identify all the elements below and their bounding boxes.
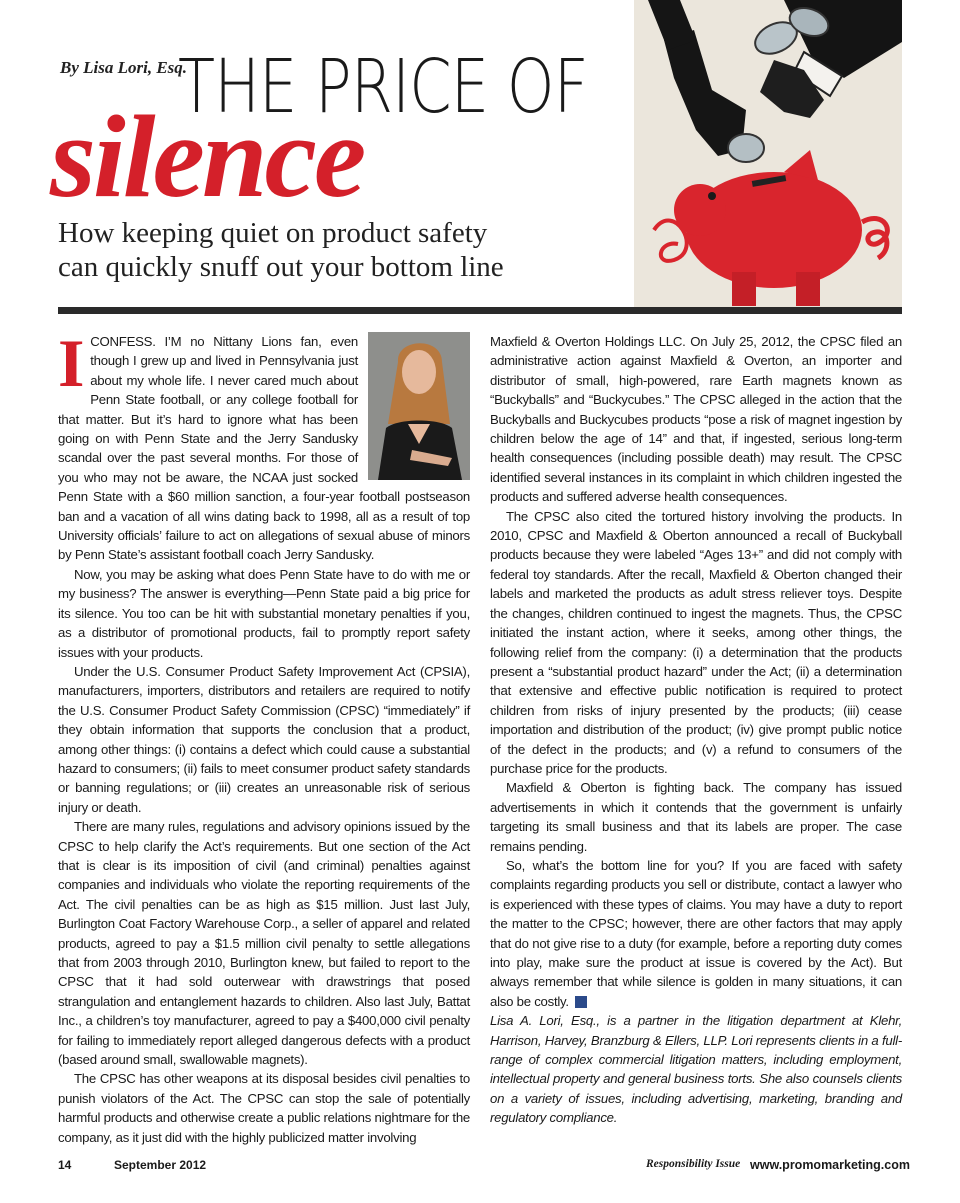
- footer-date: September 2012: [114, 1158, 207, 1172]
- paragraph-9: [490, 856, 902, 1011]
- paragraph-1: CONFESS. I’M no Nittany Lions fan, even though I grew up and lived in Pennsylvania just about my whole life. I never cared much about Penn State football, or any college football for that matter. But it’s hard to ignore what has been going on with Penn State and the Jerry Sandusky scandal over the past several months. For those of you who may not be aware, the NCAA just socked Penn State with a $60 million sanction, a four-year football postseason ban and a vacation of all wins dating back to 1998, all as a result of top University officials’ failure to act on allegations of sexual abuse of minors by Penn State’s assistant football coach Jerry Sandusky.: [58, 334, 470, 563]
- hero-illustration: [634, 0, 902, 307]
- paragraph-2: Now, you may be asking what does Penn State have to do with me or my business? The answer is everything—Penn State paid a big price for its silence. You too can be hit with substantial monetary penalties if you, as a distributor of promotional products, fail to promptly report safety issues with your products.: [58, 566, 470, 660]
- title-silence: silence: [50, 91, 364, 222]
- header-rule: [58, 307, 902, 314]
- subtitle: [58, 216, 618, 284]
- paragraph-9-text: So, what’s the bottom line for you? If you are faced with safety complaints regarding products you sell or distribute, contact a lawyer who is experienced with these types of claims. You may have a duty to report the matter to the CPSC; however, there are other factors that may apply that do not give rise to a duty (for example, before a reporting duty comes into play, make sure the product at issue is covered by the Act). But always remember that while silence is golden in many situations, it can also be costly.: [490, 857, 902, 1009]
- dropcap: I: [58, 325, 85, 401]
- article-column-right: [490, 332, 902, 1128]
- subtitle-line-2: can quickly snuff out your bottom line: [58, 251, 504, 283]
- footer-url[interactable]: www.promomarketing.com: [750, 1158, 910, 1172]
- paragraph-5: The CPSC has other weapons at its disposal besides civil penalties to punish violators of the Act. The CPSC can stop the sale of potentially harmful products and otherwise create a public relations nightmare for the company, as it just did with the highly publicized matter involving: [58, 1071, 470, 1145]
- paragraph-4: There are many rules, regulations and advisory opinions issued by the CPSC to help clarify the Act’s requirements. But one section of the Act that is clear is its imposition of civil (and criminal) penalties against companies and individuals who violate the reporting requirements of the Act. The civil penalties can be as high as $15 million. Just last July, Burlington Coat Factory Warehouse Corp., a seller of apparel and related products, agreed to pay a $1.5 million civil penalty to settle allegations that from 2003 through 2010, Burlington knew, but failed to report to the CPSC that it had sold outerwear with drawstrings that posed strangulation and entanglement hazards to children. Also last July, Battat Inc., a children’s toy manufacturer, agreed to pay a $400,000 civil penalty for failing to immediately report alleged dangerous defects with a product (based around small, swallowable magnets).: [58, 819, 470, 1068]
- paragraph-8: Maxfield & Oberton is fighting back. The company has issued advertisements in which it contends that the government is unfairly targeting its small business and that its labels are proper. The case remains pending.: [490, 780, 902, 854]
- pm-end-icon: pm: [575, 996, 587, 1008]
- author-portrait: [368, 332, 470, 480]
- footer-issue: Responsibility Issue: [646, 1158, 741, 1170]
- paragraph-7: The CPSC also cited the tortured history involving the products. In 2010, CPSC and Maxfield & Oberton announced a recall of Buckyball products because they were labeled “Ages 13+” and did not comply with federal toy standards. After the recall, Maxfield & Oberton changed their labels and marketed the products as adult stress reliever toys. Despite the changes, children continued to ingest the magnets. Thus, the CPSC initiated the instant action, where it seeks, among other things, the following relief from the company: (i) a determination that the products present a “substantial product hazard” under the Act; (ii) a determination that extensive and effective public notification is required to protect children from risks of injury presented by the products; (iii) cease importation and distribution of the product; (iv) give prompt public notice of the defect in the products; and (v) a refund to consumers of the purchase price for the products.: [490, 508, 902, 776]
- subtitle-line-1: How keeping quiet on product safety: [58, 217, 488, 249]
- article-column-left: [58, 325, 470, 1147]
- author-bio: Lisa A. Lori, Esq., is a partner in the litigation department at Klehr, Harrison, Harvey, Branzburg & Ellers, LLP. Lori represents clients in a full-range of complex commercial litigation matters, including employment, intellectual property and general business torts. She also counsels clients on a variety of issues, including advertising, marketing, branding and regulatory compliance.: [490, 1013, 902, 1126]
- paragraph-3: Under the U.S. Consumer Product Safety Improvement Act (CPSIA), manufacturers, importers, distributors and retailers are required to notify the U.S. Consumer Product Safety Commission (CPSC) “immediately” if they obtain information that supports the conclusion that a product, among other things: (i) contains a defect which could cause a substantial hazard to consumers; (ii) fails to meet consumer product safety standards or banning regulations; or (iii) creates an unreasonable risk of serious injury or death.: [58, 663, 470, 815]
- paragraph-6: Maxfield & Overton Holdings LLC. On July 25, 2012, the CPSC filed an administrative action against Maxfield & Overton, an importer and distributor of small, high-powered, rare Earth magnets known as “Buckyballs” and “Buckycubes.” The CPSC alleged in the action that the Buckyballs and Buckycubes products “pose a risk of magnet ingestion by children below the age of 14” and that, if ingested, serious long-term health consequences (including possible death) may result. The CPSC identified several instances in its complaint in which children ingested the products and suffered adverse health consequences.: [490, 334, 902, 505]
- byline: By Lisa Lori, Esq.: [60, 58, 188, 77]
- title-top: THE PRICE OF: [178, 44, 588, 130]
- footer-page-number: 14: [58, 1158, 72, 1172]
